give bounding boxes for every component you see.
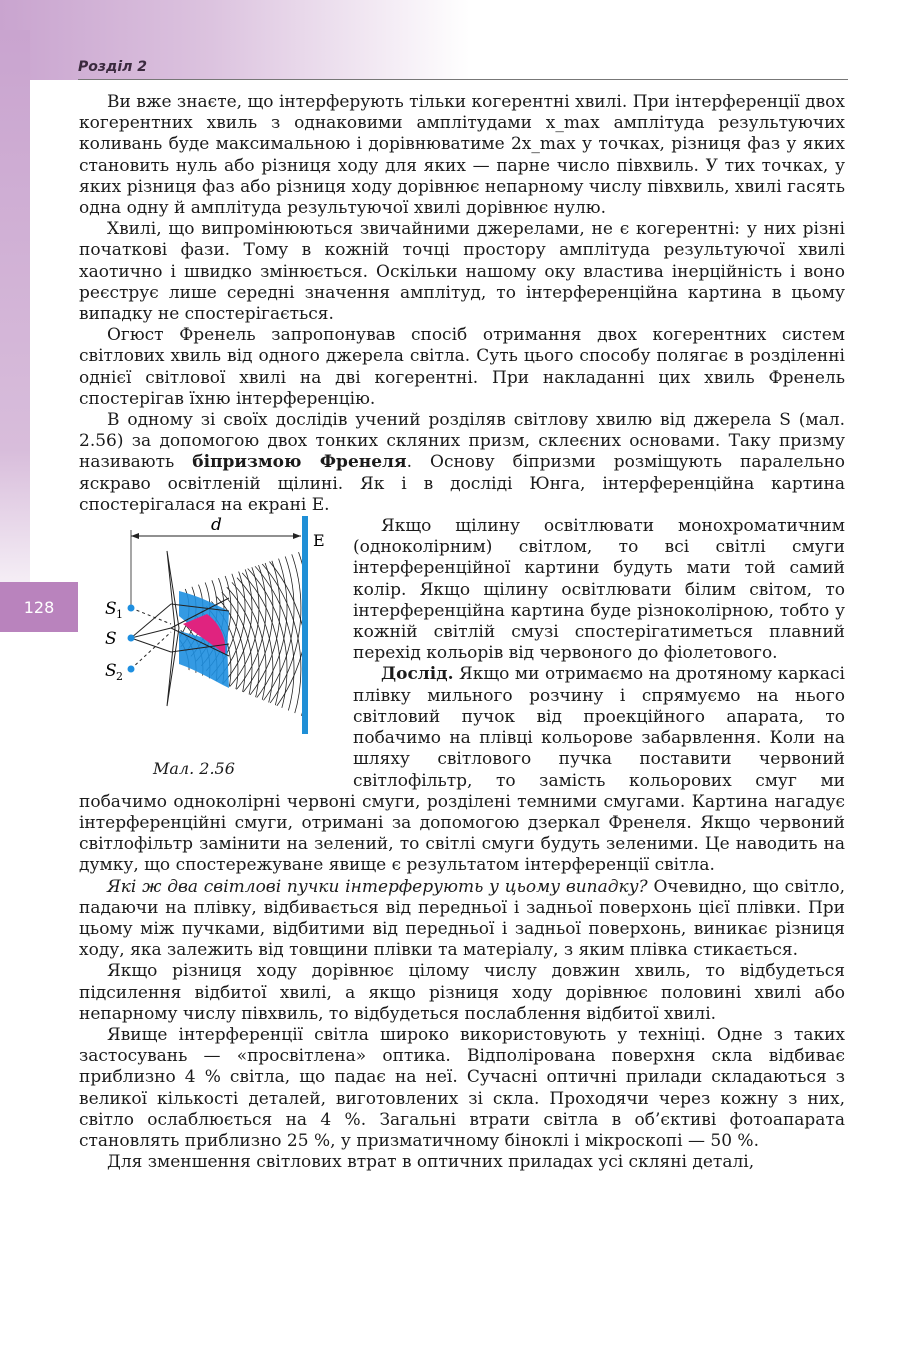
- label-d: d: [211, 516, 222, 536]
- wavefront-arc: [247, 568, 287, 756]
- source-S1: [128, 605, 135, 612]
- page-content: [79, 92, 845, 1173]
- p7-question: Які ж два світлові пучки інтерферують у цьому випадку?: [107, 876, 648, 897]
- wavefront-arc: [232, 521, 266, 694]
- label-S2: S: [105, 661, 117, 682]
- paragraph-8: Якщо різниця ходу дорівнює цілому числу довжин хвиль, то відбудеться підсилення відбитої хвилі, а якщо різниця ходу дорівнює половині хвилі або непарному числу півхвиль, то відбудеться послаблення відбитої хвилі.: [79, 961, 845, 1024]
- header-decoration: [0, 0, 470, 80]
- paragraph-2: Хвилі, що випромінюються звичайними джерелами, не є когерентні: у них різні початкові фази. Тому в кожній точці простору амплітуда результуючої хвилі хаотично і швидко змінюється. Оскільки нашому оку властива інерційність і воно реєструє лише середні значення амплітуд, то інтерференційна картина в цьому випадку не спостерігається.: [79, 219, 845, 325]
- page-number: 128: [0, 582, 78, 632]
- label-S2-sub: 2: [116, 670, 123, 684]
- p4-text-a: В одному зі своїх дослідів учений розділяв світлову хвилю від джерела S (мал. 2.56) за допомогою двох тонких скляних призм, склеєних основами. Таку призму називають: [79, 410, 845, 473]
- wavefront-arc: [247, 516, 287, 709]
- section-label: Розділ 2: [78, 59, 147, 75]
- paragraph-10: Для зменшення світлових втрат в оптичних приладах усі скляні деталі,: [107, 1152, 755, 1173]
- label-S: S: [105, 629, 117, 650]
- paragraph-5: Якщо щілину освітлювати монохроматичним (одноколірним) світлом, то всі світлі смуги інтерференційної картини будуть мати той самий колір. Якщо щілину освітлювати білим світом, то інтерференційна картина буде різноколірною, тобто у кожній світлій смузі спостерігатиметься плавний перехід кольорів від червоного до фіолетового.: [353, 516, 845, 664]
- paragraph-3: Огюст Френель запропонував спосіб отримання двох когерентних систем світлових хвиль від одного джерела світла. Суть цього способу полягає в розділенні однієї світлової хвилі на дві когерентні. При накладанні цих хвиль Френель спостерігав їхню інтерференцію.: [79, 325, 845, 409]
- paragraph-7: [79, 877, 845, 962]
- wavefront-arc: [227, 526, 259, 690]
- term-biprism: біпризмою Френеля: [192, 452, 407, 473]
- source-S: [128, 635, 135, 642]
- p7-text: Очевидно, що світло, падаючи на плівку, відбивається від передньої і задньої поверхонь цієї плівки. При цьому між пучками, відбитими від передньої і задньої поверхонь, виникає різниця ходу, яка залежить від товщини плівки та матеріалу, з яким плівка стикається.: [79, 876, 845, 961]
- source-S2: [128, 666, 135, 673]
- wavefront-arc: [227, 587, 259, 751]
- side-decoration: [0, 30, 30, 630]
- experiment-label: Дослід.: [381, 664, 454, 685]
- screen-E: [302, 516, 308, 734]
- paragraph-1: Ви вже знаєте, що інтерферують тільки когерентні хвилі. При інтерференції двох когерентних хвиль з однаковими амплітудами x_max амплітуда результуючих коливань буде максимальною і дорівнюватиме 2x_max у точках, різниця фаз у яких становить нуль або різниця ходу для яких — парне число півхвиль. У тих точках, у яких різниця фаз або різниця ходу дорівнює непарному числу півхвиль, хвилі гасять одна одну й амплітуда результуючої хвилі дорівнює нулю.: [79, 92, 845, 219]
- paragraph-4: [79, 410, 845, 516]
- wavefront-arc: [232, 582, 266, 755]
- p4-text-b: . Основу біпризми розміщують паралельно яскраво освітленій щілині. Як і в досліді Юнга, інтерференційна картина спостерігалася на екрані Е.: [79, 452, 846, 515]
- label-S1-sub: 1: [116, 608, 123, 622]
- p6-text: Якщо ми отримаємо на дротяному каркасі плівку мильного розчину і спрямуємо на нього світловий пучок від проекційного апарата, то побачимо на плівці кольорове забарвлення. Коли на шляху світлового пучка поставити червоний світлофільтр, то замість кольорових смуг ми побачимо одноколірні червоні смуги, розділені темними смугами. Картина нагадує інтерференційні смуги, отримані за допомогою дзеркал Френеля. Якщо червоний світлофільтр замінити на зелений, то світлі смуги будуть зеленими. Це наводить на думку, що спостережуване явище є результатом інтерференції світла.: [79, 664, 845, 876]
- biprism-diagram: [79, 516, 343, 756]
- figure-caption: Мал. 2.56: [153, 759, 235, 779]
- figure-fresnel-biprism: [79, 516, 343, 778]
- paragraph-9: Явище інтерференції світла широко використовують у техніці. Одне з таких застосувань — «просвітлена» оптика. Відполірована поверхня скла відбиває приблизно 4 % світла, що падає на неї. Сучасні оптичні прилади складаються з великої кількості деталей, виготовлених зі скла. Проходячи через кожну з них, світло ослаблюється на 4 %. Загальні втрати світла в об’єктиві фотоапарата становлять приблизно 25 %, у призматичному біноклі і мікроскопі — 50 %.: [79, 1024, 845, 1151]
- header-rule: [78, 79, 848, 80]
- wavefront-arc: [258, 516, 301, 718]
- label-E: E: [313, 531, 325, 551]
- label-S1: S: [105, 599, 117, 620]
- wavefront-arc: [242, 573, 280, 756]
